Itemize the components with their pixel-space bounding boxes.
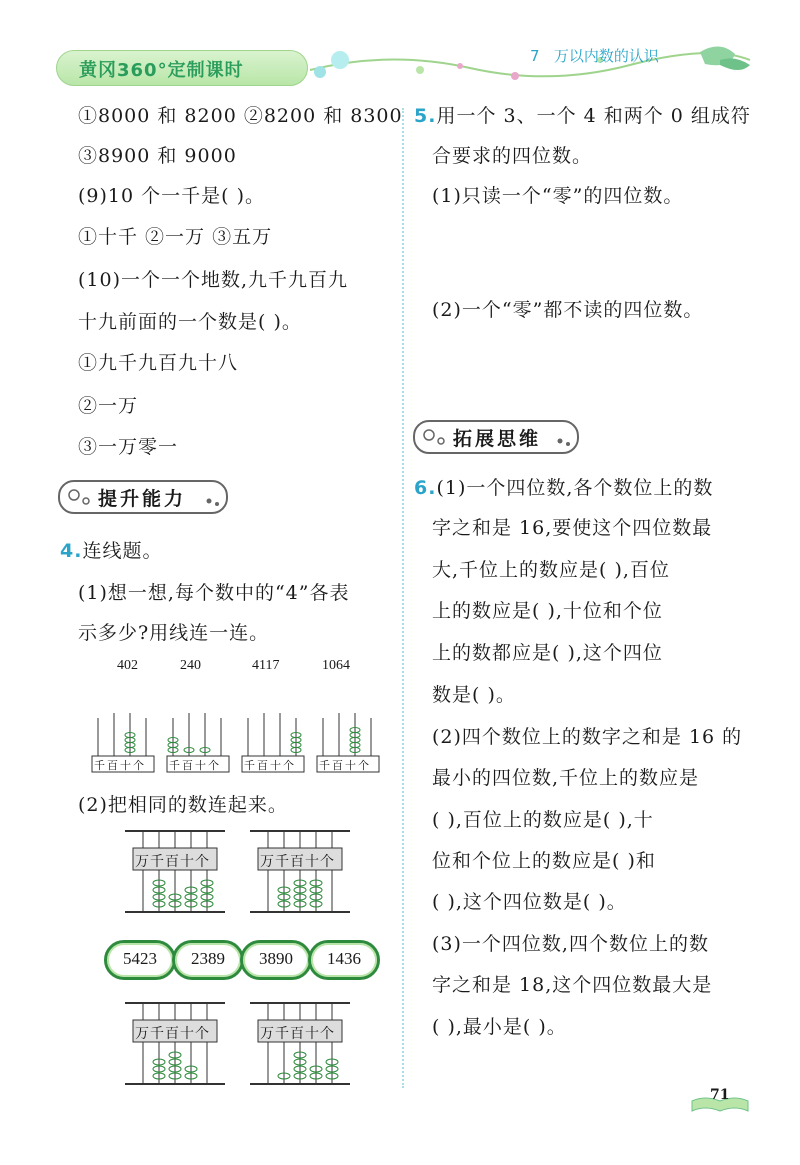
section-improve-ability (58, 480, 228, 514)
page-number-badge (690, 1085, 750, 1113)
abacus-label-3: 千百十个 (244, 759, 296, 772)
abacus-label-1: 千百十个 (94, 759, 146, 772)
number-402: 402 (117, 658, 138, 673)
page-number: 71 (710, 1087, 730, 1103)
question-5-number: 5. (414, 105, 437, 127)
header-badge-text: 黄冈360°定制课时 (79, 60, 244, 81)
column-divider (402, 108, 404, 1088)
question-6-3-line-2: 字之和是 18,这个四位数最大是 (432, 974, 713, 996)
question-6-2-line-5: ( ),这个四位数是( )。 (432, 891, 627, 913)
question-5-line-1 (414, 103, 751, 129)
question-4-number: 4. (60, 540, 83, 562)
question-4-1-line-1: (1)想一想,每个数中的“4”各表 (78, 582, 350, 604)
question-6-2-line-2: 最小的四位数,千位上的数应是 (432, 767, 700, 789)
header-badge (56, 50, 308, 86)
question-4-title: 连线题。 (82, 540, 163, 562)
question-5-text: 用一个 3、一个 4 和两个 0 组成符 (436, 105, 751, 127)
chapter-heading (530, 45, 659, 66)
question-10-option-2: ②一万 (78, 395, 139, 417)
number-1064: 1064 (322, 658, 350, 673)
question-10-option-3: ③一万零一 (78, 436, 179, 458)
oval-number-3 (240, 940, 312, 980)
oval-value: 5423 (123, 949, 157, 968)
question-10-line-2: 十九前面的一个数是( )。 (78, 311, 302, 333)
large-abacus-label-1: 万千百十个 (135, 854, 210, 870)
question-6-1-line-6: 数是( )。 (432, 684, 516, 706)
question-4-2: (2)把相同的数连起来。 (78, 794, 288, 816)
bubble-icon (66, 486, 96, 508)
oval-number-4 (308, 940, 380, 980)
number-4117: 4117 (252, 658, 280, 673)
question-4-1-line-2: 示多少?用线连一连。 (78, 622, 270, 644)
oval-number-1 (104, 940, 176, 980)
large-abacus-3 (125, 1003, 225, 1084)
question-9: (9)10 个一千是( )。 (78, 185, 265, 207)
question-10-option-1: ①九千九百九十八 (78, 352, 239, 374)
options-line-2: ③8900 和 9000 (78, 145, 237, 167)
question-6-number: 6. (414, 477, 437, 499)
question-6-1-line-4: 上的数应是( ),十位和个位 (432, 600, 663, 622)
bubble-icon (421, 426, 451, 448)
dots-icon (555, 434, 573, 448)
abacus-label-4: 千百十个 (319, 759, 371, 772)
oval-number-2 (172, 940, 244, 980)
question-4-heading (60, 538, 162, 564)
question-5-line-2: 合要求的四位数。 (432, 145, 593, 167)
question-6-3-line-1: (3)一个四位数,四个数位上的数 (432, 933, 709, 955)
question-6-1-text: (1)一个四位数,各个数位上的数 (436, 477, 714, 499)
oval-value: 1436 (327, 949, 361, 968)
question-9-options: ①十千 ②一万 ③五万 (78, 226, 273, 248)
abacus-label-2: 千百十个 (169, 759, 221, 772)
section-extended-thinking (413, 420, 579, 454)
large-abacus-row-bottom (125, 1000, 355, 1090)
question-6-1-line-2: 字之和是 16,要使这个四位数最 (432, 517, 713, 539)
oval-value: 3890 (259, 949, 293, 968)
question-6-1-line-3: 大,千位上的数应是( ),百位 (432, 559, 670, 581)
question-6-3-line-3: ( ),最小是( )。 (432, 1016, 567, 1038)
question-6-2-line-1: (2)四个数位上的数字之和是 16 的 (432, 726, 743, 748)
question-6-2-line-4: 位和个位上的数应是( )和 (432, 850, 656, 872)
options-line-1: ①8000 和 8200 ②8200 和 8300 (78, 105, 403, 127)
question-6-1-line-5: 上的数都应是( ),这个四位 (432, 642, 663, 664)
section-title: 拓展思维 (453, 428, 542, 450)
chapter-title: 万以内数的认识 (553, 47, 659, 65)
question-10-line-1: (10)一个一个地数,九千九百九 (78, 269, 349, 291)
question-5-1: (1)只读一个“零”的四位数。 (432, 185, 684, 207)
large-abacus-label-2: 万千百十个 (260, 854, 335, 870)
large-abacus-label-4: 万千百十个 (260, 1026, 335, 1042)
large-abacus-label-3: 万千百十个 (135, 1026, 210, 1042)
large-abacus-2 (250, 831, 350, 912)
question-6-2-line-3: ( ),百位上的数应是( ),十 (432, 809, 654, 831)
large-abacus-1 (125, 831, 225, 912)
question-5-2: (2)一个“零”都不读的四位数。 (432, 299, 704, 321)
question-6-1-line-1 (414, 475, 713, 501)
large-abacus-row-top (125, 828, 355, 918)
section-title: 提升能力 (98, 488, 187, 510)
oval-value: 2389 (191, 949, 225, 968)
number-240: 240 (180, 658, 201, 673)
dots-icon (204, 494, 222, 508)
chapter-number: 7 (530, 47, 540, 65)
large-abacus-4 (250, 1003, 350, 1084)
